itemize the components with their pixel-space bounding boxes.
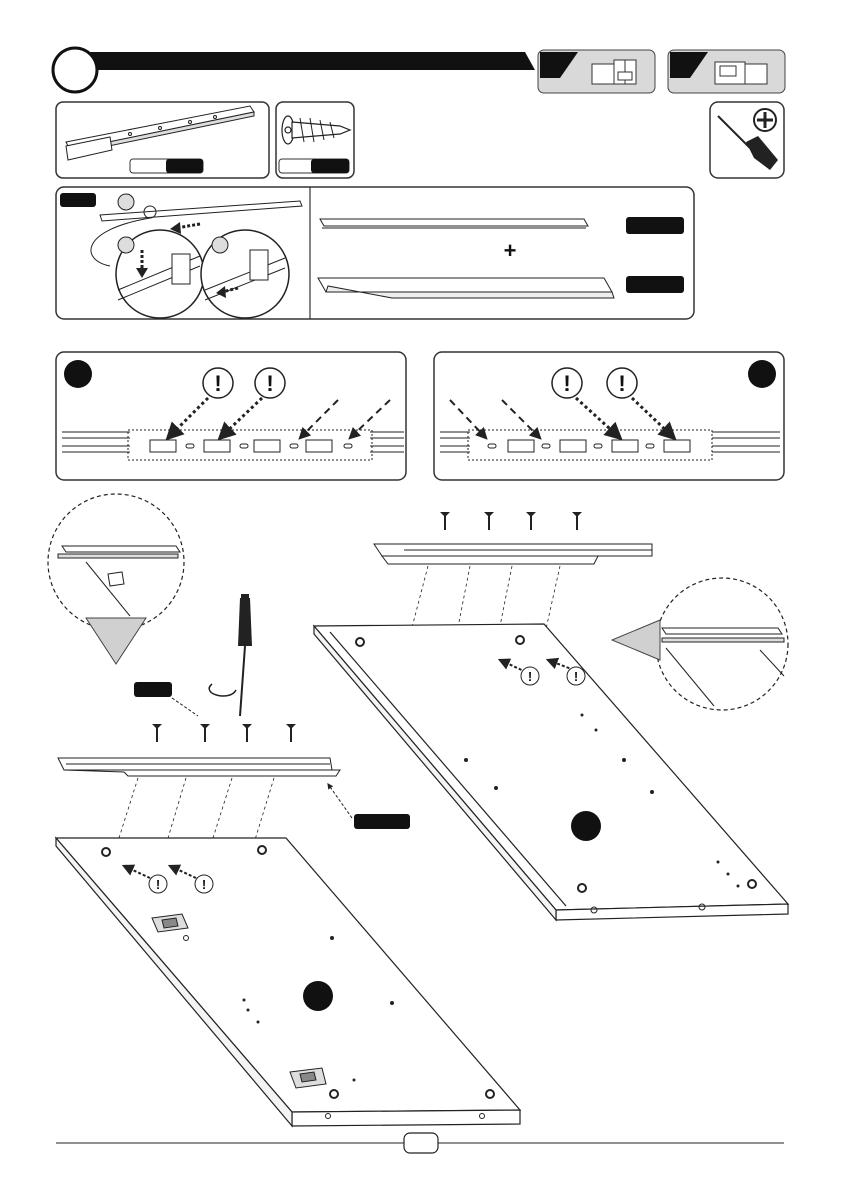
svg-text:!: ! (266, 371, 274, 396)
screw-set-left (152, 724, 296, 742)
corner-desk-left-icon (592, 60, 636, 84)
zoom-pointer-left (86, 618, 146, 664)
warning-icon (203, 368, 233, 398)
kit-label-left (626, 217, 684, 234)
screw-label-pill (311, 159, 349, 173)
svg-text:!: ! (155, 877, 161, 892)
corner-desk-right-icon (715, 62, 767, 84)
drawer-rail-right (374, 544, 652, 564)
zoom-detail-right (612, 578, 788, 710)
warning-icon (521, 667, 539, 685)
panel-b-label (571, 811, 601, 841)
page-number-box (404, 1133, 438, 1153)
phillips-head-icon (754, 109, 776, 131)
panel-b-marker (748, 360, 776, 388)
warning-icon (552, 368, 582, 398)
svg-text:!: ! (618, 371, 626, 396)
panel-board-left (56, 838, 520, 1126)
rail-label-pill (166, 159, 203, 173)
page-footer (56, 1133, 784, 1153)
svg-text:!: ! (527, 669, 533, 684)
step-header (53, 48, 535, 92)
panel-a-marker (64, 360, 92, 388)
variant-option-left[interactable] (538, 50, 655, 93)
plus-icon: + (503, 238, 517, 263)
warning-icon (149, 875, 167, 893)
tool-screwdriver-box (710, 102, 784, 178)
hole-position-right (434, 352, 784, 480)
rail-tag (354, 814, 410, 829)
drawer-rail-left (58, 758, 340, 776)
warning-icon (607, 368, 637, 398)
svg-text:!: ! (573, 669, 579, 684)
detail-circle-2 (201, 230, 289, 318)
panel-a-label (303, 981, 333, 1011)
screw-set-right (440, 512, 582, 530)
panel-right-assembly (314, 512, 788, 920)
zoom-pointer-right (612, 620, 660, 660)
warning-icon (195, 875, 213, 893)
warning-icon (255, 368, 285, 398)
svg-text:!: ! (214, 371, 222, 396)
hole-position-left (56, 352, 406, 480)
kit-label-right (626, 276, 684, 293)
step-number-badge (53, 48, 97, 92)
detail-sublabel-pill (60, 193, 96, 207)
part-screw-box (276, 102, 354, 178)
zoom-detail-left (48, 494, 184, 664)
warning-icon (567, 667, 585, 685)
part-rail-box (56, 102, 269, 178)
screwdriver-tool (209, 594, 252, 716)
svg-text:!: ! (201, 877, 207, 892)
svg-text:!: ! (563, 371, 571, 396)
hinge-plate (290, 1068, 326, 1088)
detail-circle-1 (116, 230, 204, 318)
rail-separation-detail (56, 187, 694, 319)
screw-tag (134, 682, 172, 697)
variant-option-right[interactable] (668, 50, 785, 93)
